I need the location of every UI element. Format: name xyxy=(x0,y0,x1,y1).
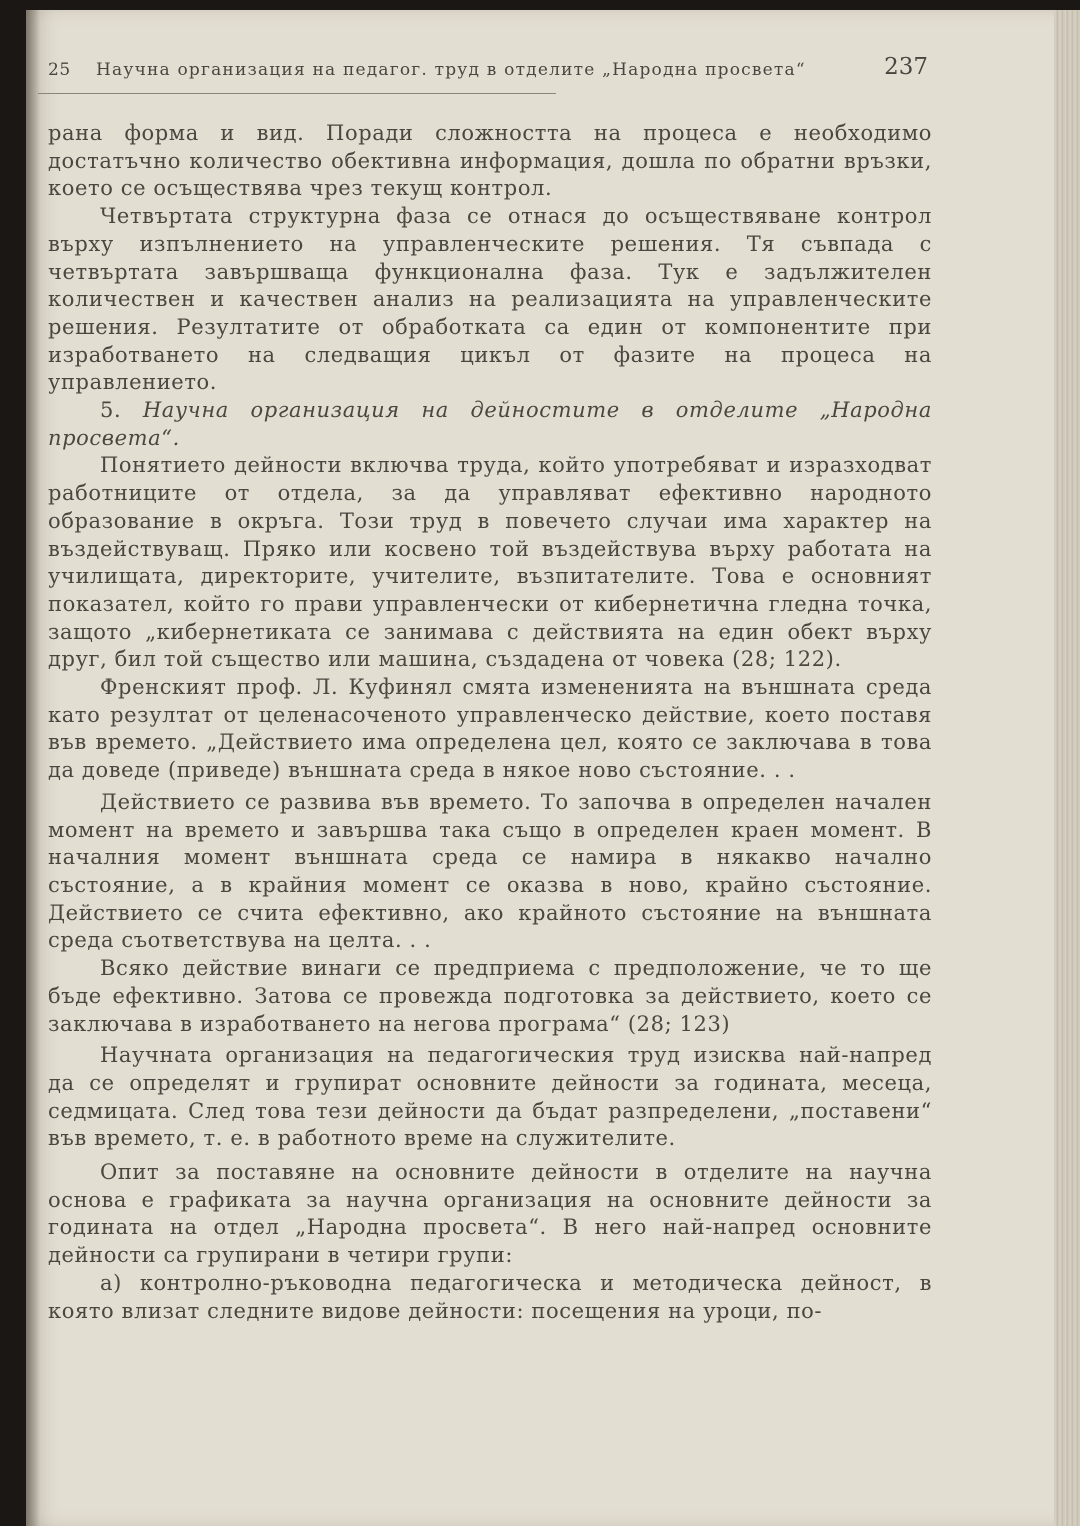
paragraph: а) контролно-ръководна педагогическа и методическа дейност, в която влизат следните видове дейности: посещения на уроци, по- xyxy=(48,1270,932,1323)
paragraph: Опит за поставяне на основните дейности в отделите на научна основа е графиката за научна организация на основните дейности за годината на отдел „Народна просвета“. В него най-напред основните дейности са групирани в четири групи: xyxy=(48,1160,932,1268)
page-number: 237 xyxy=(884,54,928,80)
paragraph: Действието се развива във времето. То започва в определен начален момент на времето и завършва така също в определен краен момент. В началния момент външната среда се намира в някакво начално състояние, а в крайния момент се оказва в ново, крайно състояние. Действието се счита ефективно, ако крайното състояние на външната среда съответствува на целта. . . xyxy=(48,789,932,953)
page-body xyxy=(48,120,932,1325)
paragraph: Френският проф. Л. Куфинял смята измененията на външната среда като резултат от целенасоченото управленческо действие, което поставя във времето. „Действието има определена цел, която се заключава в това да доведе (приведе) външната среда в някое ново състояние. . . xyxy=(48,675,932,783)
section-title: Научна организация на дейностите в отделите „Народна просвета“. xyxy=(48,398,932,450)
running-header xyxy=(48,54,928,88)
paragraph: Четвъртата структурна фаза се отнася до осъществяване контрол върху изпълнението на управленческите решения. Тя съвпада с четвъртата завършваща функционална фаза. Тук е задължителен количествен и качествен анализ на реализацията на управленческите решения. Резултатите от обработката са един от компонентите при изработването на следващия цикъл от фазите на процеса на управлението. xyxy=(48,204,932,395)
paragraph: Всяко действие винаги се предприема с предположение, че то ще бъде ефективно. Затова се провежда подготовка за действието, което се заключава в изработването на негова програма“ (28; 123) xyxy=(48,956,932,1036)
binding-shadow xyxy=(26,10,40,1526)
section-heading xyxy=(48,397,932,452)
paragraph: рана форма и вид. Поради сложността на процеса е необходимо достатъчно количество обективна информация, дошла по обратни връзки, което се осъществява чрез текущ контрол. xyxy=(48,121,932,201)
chapter-number: 25 xyxy=(48,60,71,80)
page-edges xyxy=(1054,10,1080,1526)
paragraph: Научната организация на педагогическия труд изисква най-напред да се определят и групират основните дейности за годината, месеца, седмицата. След това тези дейности да бъдат разпределени, „поставени“ във времето, т. е. в работното време на служителите. xyxy=(48,1043,932,1151)
section-number: 5. xyxy=(100,398,122,423)
header-rule xyxy=(38,93,556,94)
paragraph: Понятието дейности включва труда, който употребяват и изразходват работниците от отдела, за да управляват ефективно народното образование в окръга. Този труд в повечето случаи има характер на въздействуващ. Пряко или косвено той въздействува върху работата на училищата, директорите, учителите, възпитателите. Това е основният показател, който го прави управленчески от кибернетична гледна точка, защото „кибернетиката се занимава с действията на един обект върху друг, бил той същество или машина, създадена от човека (28; 122). xyxy=(48,453,932,672)
running-title: Научна организация на педагог. труд в отделите „Народна просвета“ xyxy=(96,60,806,80)
